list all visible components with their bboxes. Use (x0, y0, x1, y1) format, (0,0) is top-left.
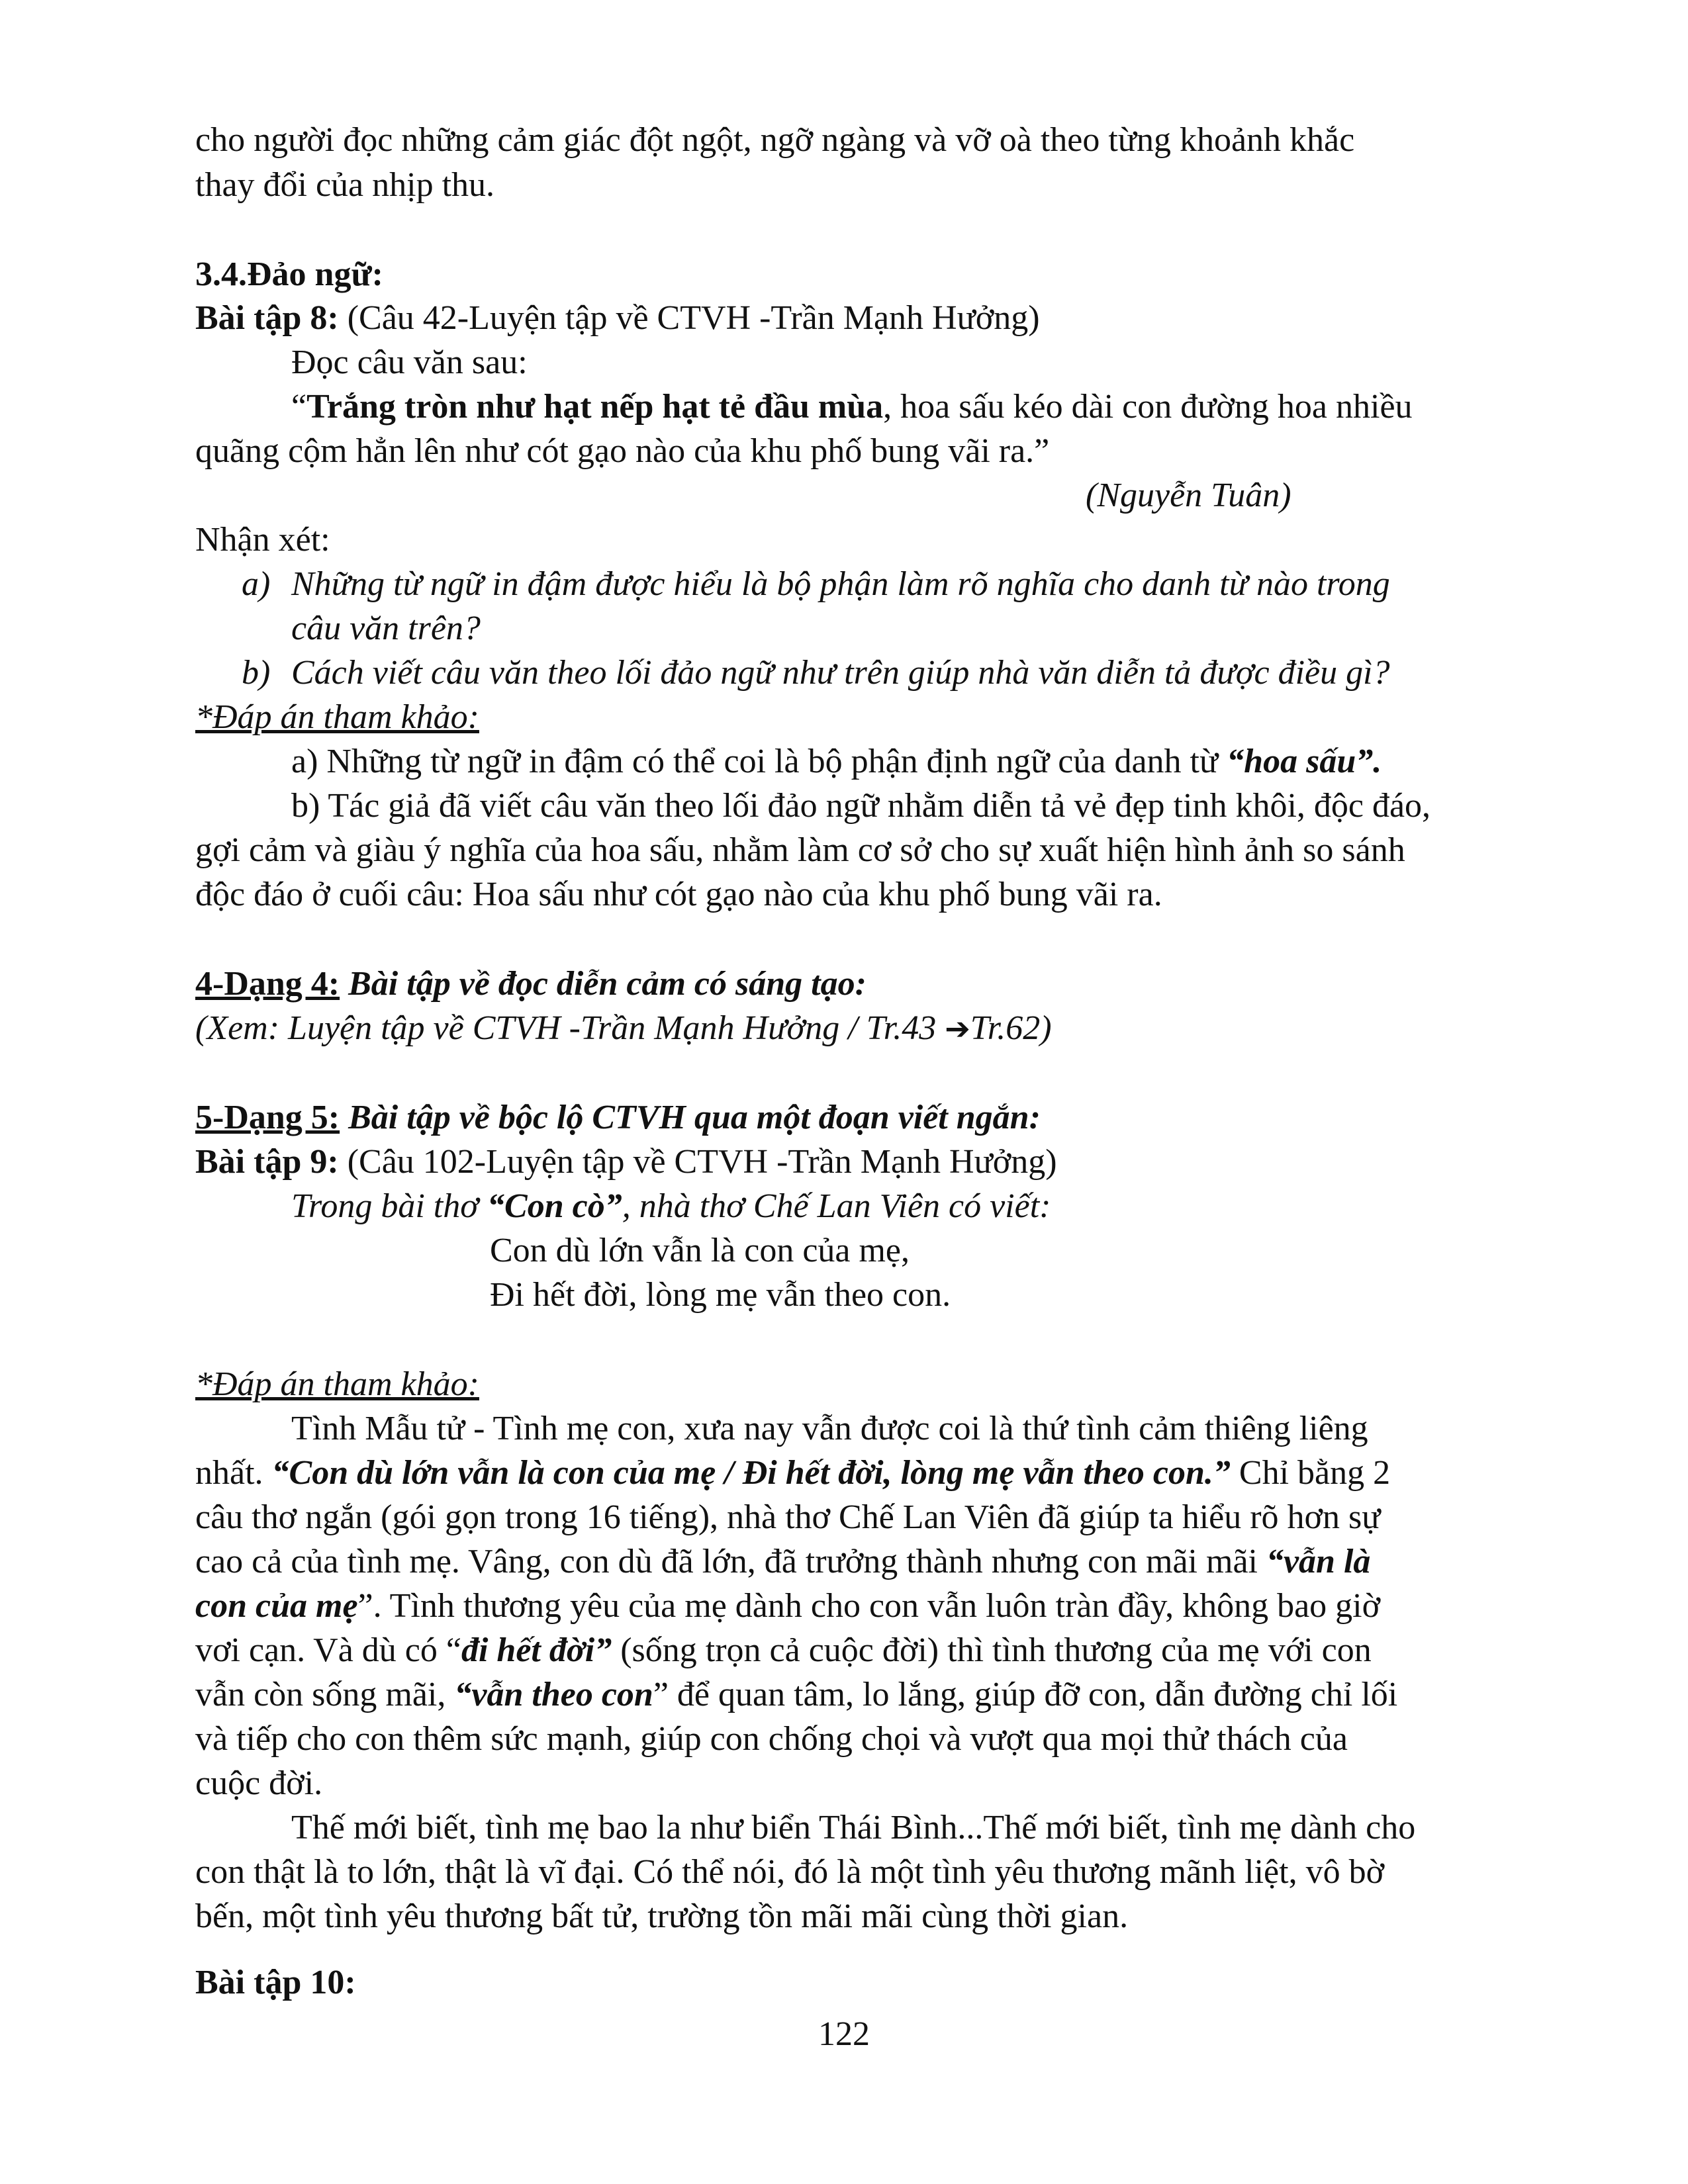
para-2-line-1: Thế mới biết, tình mẹ bao la như biển Thái Bình...Thế mới biết, tình mẹ dành cho (291, 1809, 1416, 1846)
quote-open-mark: “ (291, 388, 307, 426)
quote-rest: , hoa sấu kéo dài con đường hoa nhiều (883, 388, 1413, 426)
arrow-right-icon: ➔ (945, 1011, 970, 1046)
para-1-line-7-post: ” để quan tâm, lo lắng, giúp đỡ con, dẫn đường chỉ lối (653, 1676, 1398, 1713)
intro-line-2: thay đổi của nhịp thu. (195, 166, 495, 204)
answer-label-2: *Đáp án tham khảo: (195, 1365, 479, 1403)
para-1-line-4 (195, 1539, 1370, 1584)
exercise-9-line (195, 1140, 1057, 1185)
question-a-line-1: Những từ ngữ in đậm được hiểu là bộ phận làm rõ nghĩa cho danh từ nào trong (291, 565, 1390, 603)
para-1-line-7-pre: vẫn còn sống mãi, (195, 1676, 455, 1713)
dang-5-label: 5-Dạng 5: (195, 1099, 340, 1136)
para-1-line-8: và tiếp cho con thêm sức mạnh, giúp con chống chọi và vượt qua mọi thử thách của (195, 1720, 1348, 1758)
exercise-10-label: Bài tập 10: (195, 1964, 356, 2001)
dang-4-label: 4-Dạng 4: (195, 965, 340, 1003)
para-1-line-9: cuộc đời. (195, 1764, 323, 1802)
dang-4-heading (195, 962, 867, 1007)
verse-quote: “Con dù lớn vẫn là con của mẹ / Đi hết đời, lòng mẹ vẫn theo con.” (271, 1454, 1231, 1492)
para-1-line-3: câu thơ ngắn (gói gọn trong 16 tiếng), nhà thơ Chế Lan Viên đã giúp ta hiểu rõ hơn sự (195, 1498, 1381, 1536)
answer-b-line-1: b) Tác giả đã viết câu văn theo lối đảo ngữ nhằm diễn tả vẻ đẹp tinh khôi, độc đáo, (291, 787, 1431, 825)
para-1-line-6 (195, 1628, 1372, 1673)
dang-4-ref-end: Tr.62) (970, 1009, 1052, 1047)
dang-4-reference (195, 1006, 1052, 1051)
para-2-line-2: con thật là to lớn, thật là vĩ đại. Có thể nói, đó là một tình yêu thương mãnh liệt, vô bờ (195, 1853, 1385, 1891)
question-b-line-1: Cách viết câu văn theo lối đảo ngữ như trên giúp nhà văn diễn tả được điều gì? (291, 654, 1390, 692)
dang-4-ref-text: (Xem: Luyện tập về CTVH -Trần Mạnh Hưởng / Tr.43 (195, 1009, 945, 1047)
exercise-9-label: Bài tập 9: (195, 1143, 339, 1181)
para-1-line-4-emph: “vẫn là (1266, 1543, 1371, 1580)
quote-line-1 (291, 385, 1413, 430)
page-number: 122 (818, 2015, 870, 2053)
answer-label-1: *Đáp án tham khảo: (195, 698, 479, 736)
para-1-line-5-emph: con của mẹ (195, 1587, 358, 1625)
para-1-line-4-pre: cao cả của tình mẹ. Vâng, con dù đã lớn, đã trưởng thành nhưng con mãi mãi (195, 1543, 1266, 1580)
quote-author: (Nguyễn Tuân) (1086, 477, 1291, 514)
para-1-line-2 (195, 1451, 1390, 1496)
para-1-line-2-post: Chỉ bằng 2 (1230, 1454, 1391, 1492)
para-1-line-1: Tình Mẫu tử - Tình mẹ con, xưa nay vẫn được coi là thứ tình cảm thiêng liêng (291, 1410, 1368, 1447)
answer-b-line-2: gợi cảm và giàu ý nghĩa của hoa sấu, nhằm làm cơ sở cho sự xuất hiện hình ảnh so sánh (195, 831, 1405, 869)
para-1-line-7-emph: “vẫn theo con (454, 1676, 653, 1713)
answer-b-line-3: độc đáo ở cuối câu: Hoa sấu như cót gạo nào của khu phố bung vãi ra. (195, 876, 1162, 913)
para-1-line-5-post: ”. Tình thương yêu của mẹ dành cho con vẫn luôn tràn đầy, không bao giờ (357, 1587, 1381, 1625)
exercise-9-source: (Câu 102-Luyện tập về CTVH -Trần Mạnh Hưởng) (338, 1143, 1057, 1181)
exercise-9-intro (291, 1184, 1051, 1229)
para-1-line-6-emph: đi hết đời” (461, 1631, 612, 1669)
question-a-marker: a) (242, 565, 271, 603)
question-b-marker: b) (242, 654, 271, 692)
quote-line-2: quãng cộm hẳn lên như cót gạo nào của khu phố bung vãi ra.” (195, 432, 1050, 470)
para-1-line-6-post: (sống trọn cả cuộc đời) thì tình thương của mẹ với con (612, 1631, 1372, 1669)
para-2-line-3: bến, một tình yêu thương bất tử, trường tồn mãi mãi cùng thời gian. (195, 1897, 1129, 1935)
verse-line-2: Đi hết đời, lòng mẹ vẫn theo con. (490, 1276, 951, 1314)
remark-label: Nhận xét: (195, 521, 330, 559)
section-heading-3-4: 3.4.Đảo ngữ: (195, 255, 383, 293)
exercise-8-line (195, 296, 1040, 341)
exercise-8-label: Bài tập 8: (195, 299, 339, 337)
question-a-line-2: câu văn trên? (291, 610, 481, 647)
exercise-9-intro-post: , nhà thơ Chế Lan Viên có viết: (622, 1187, 1051, 1225)
dang-5-heading (195, 1095, 1041, 1140)
dang-4-title: Bài tập về đọc diễn cảm có sáng tạo: (340, 965, 867, 1003)
exercise-8-source: (Câu 42-Luyện tập về CTVH -Trần Mạnh Hưởng) (338, 299, 1040, 337)
exercise-9-intro-pre: Trong bài thơ (291, 1187, 488, 1225)
exercise-8-instruction: Đọc câu văn sau: (291, 343, 528, 381)
dang-5-title: Bài tập về bộc lộ CTVH qua một đoạn viết ngắn: (340, 1099, 1041, 1136)
answer-a-term: “hoa sấu”. (1227, 743, 1382, 780)
quote-bold-phrase: Trắng tròn như hạt nếp hạt tẻ đầu mùa (306, 388, 884, 426)
answer-a-text: a) Những từ ngữ in đậm có thể coi là bộ phận định ngữ của danh từ (291, 743, 1227, 780)
intro-line-1: cho người đọc những cảm giác đột ngột, ngỡ ngàng và vỡ oà theo từng khoảnh khắc (195, 121, 1355, 159)
answer-a-line (291, 739, 1382, 784)
para-1-line-2-pre: nhất. (195, 1454, 272, 1492)
verse-line-1: Con dù lớn vẫn là con của mẹ, (490, 1232, 910, 1269)
para-1-line-7 (195, 1672, 1397, 1717)
para-1-line-6-pre: vơi cạn. Và dù có “ (195, 1631, 461, 1669)
para-1-line-5 (195, 1584, 1380, 1629)
poem-title: “Con cò” (487, 1187, 622, 1225)
